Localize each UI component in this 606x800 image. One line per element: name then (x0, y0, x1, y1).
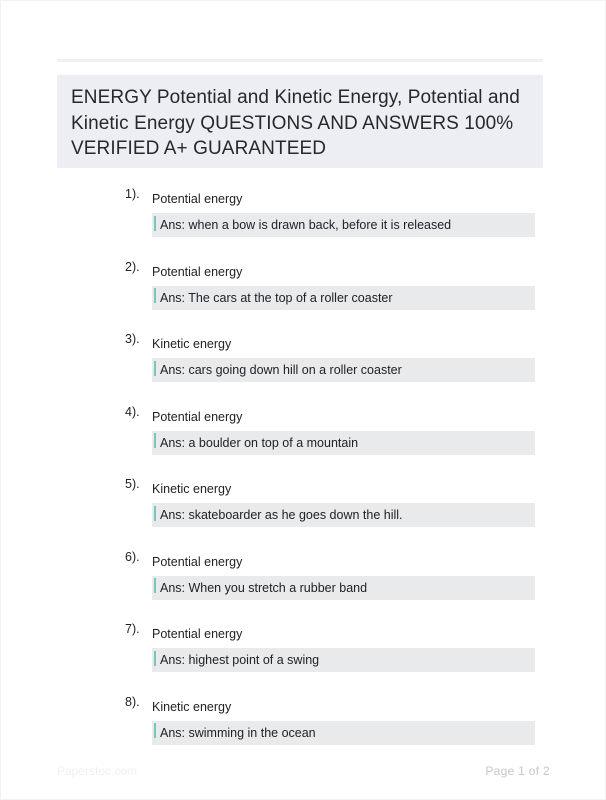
question-text: Potential energy (152, 554, 243, 569)
answer-highlight (152, 431, 535, 455)
question-text: Potential energy (152, 627, 243, 641)
answer-highlight (152, 576, 535, 600)
text-cursor-icon (154, 723, 156, 738)
question-text: Kinetic energy (152, 337, 232, 351)
page-title: ENERGY Potential and Kinetic Energy, Potential and Kinetic Energy QUESTIONS AND ANSWERS 100% VERIFIED A+ GUARANTEED (71, 87, 520, 159)
text-cursor-icon (154, 651, 156, 666)
qa-item (0, 476, 606, 549)
page-indicator: Page 1 of 2 (485, 764, 550, 778)
question-number: 1). (125, 187, 140, 201)
qa-item (0, 331, 606, 404)
text-cursor-icon (154, 433, 156, 448)
qa-list (0, 186, 606, 766)
question-number: 2). (125, 259, 140, 274)
answer-text: Ans: The cars at the top of a roller coaster (160, 290, 393, 305)
top-divider (57, 59, 543, 62)
question-number: 6). (125, 549, 140, 564)
question-text: Potential energy (152, 192, 243, 206)
question-text: Kinetic energy (152, 482, 232, 496)
text-cursor-icon (154, 216, 156, 231)
text-cursor-icon (154, 288, 156, 303)
question-number: 5). (125, 477, 140, 491)
answer-highlight (152, 503, 535, 527)
qa-item (0, 404, 606, 477)
qa-item (0, 549, 606, 622)
answer-text: Ans: cars going down hill on a roller coaster (160, 363, 402, 377)
text-cursor-icon (154, 361, 156, 376)
answer-highlight (152, 721, 535, 745)
title-block (57, 75, 543, 168)
question-text: Potential energy (152, 264, 243, 279)
answer-highlight (152, 648, 535, 672)
qa-item (0, 186, 606, 259)
question-number: 4). (125, 404, 140, 419)
question-number: 8). (125, 694, 140, 709)
answer-highlight (152, 213, 535, 237)
text-cursor-icon (154, 578, 156, 593)
text-cursor-icon (154, 506, 156, 521)
question-number: 7). (125, 622, 140, 636)
watermark-text: Paperstoc.com (57, 764, 138, 778)
qa-item (0, 694, 606, 767)
answer-highlight (152, 358, 535, 382)
question-number: 3). (125, 332, 140, 346)
answer-highlight (152, 286, 535, 310)
qa-item (0, 621, 606, 694)
answer-text: Ans: a boulder on top of a mountain (160, 435, 359, 450)
answer-text: Ans: When you stretch a rubber band (160, 580, 368, 595)
answer-text: Ans: swimming in the ocean (160, 725, 316, 740)
question-text: Potential energy (152, 409, 243, 424)
answer-text: Ans: skateboarder as he goes down the hill. (160, 508, 403, 522)
qa-item (0, 259, 606, 332)
question-text: Kinetic energy (152, 699, 232, 714)
answer-text: Ans: highest point of a swing (160, 653, 320, 667)
answer-text: Ans: when a bow is drawn back, before it is released (160, 218, 452, 232)
